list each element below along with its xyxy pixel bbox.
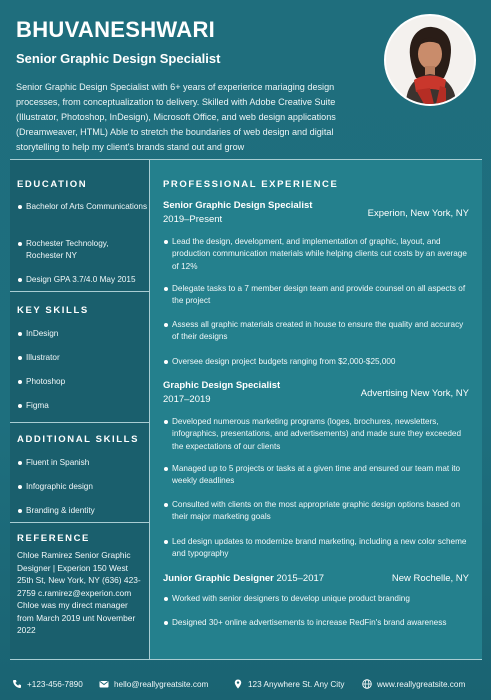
job-bullet: Worked with senior designers to develop unique product branding [172,593,470,605]
job-bullet: Designed 30+ online advertisements to increase RedFin's brand awareness [172,617,470,629]
globe-icon [362,679,372,689]
phone-icon [12,679,22,689]
job-location: Experion, New York, NY [367,208,469,219]
skill-item: Illustrator [26,352,148,364]
resume-header [0,0,491,160]
location-pin-icon [233,679,243,689]
contact-footer [0,660,491,700]
bullet-dot [18,509,22,513]
job-bullet: Delegate tasks to a 7 member design team and provide counsel on all aspects of the project [172,283,470,308]
education-item: Rochester Technology, Rochester NY [26,238,148,262]
job-bullet: Consulted with clients on the most appropriate graphic design options based on their major marketing goals [172,499,470,524]
job-bullet: Oversee design project budgets ranging from $2,000-$25,000 [172,356,470,368]
section-divider [10,422,149,423]
skill-item: Figma [26,400,148,412]
skill-item: Photoshop [26,376,148,388]
bullet-dot [164,503,168,507]
additional-skills-title: ADDITIONAL SKILLS [17,434,140,445]
bullet-dot [18,485,22,489]
job-bullet: Developed numerous marketing programs (loges, brochures, newsletters, infographics, presentations, and advertisements) and made sure they exceeded the expectations of our clients [172,416,470,453]
profile-summary: Senior Graphic Design Specialist with 6+ years of experierice mariaging design processes, from conceptualization to delivery. Skilled with Adobe Creative Suite (Illustrator, Photoshop, InDesign), Microsoft Office, and web design applications (Dreamweaver, HTML) Able to stretch the boundaries of web design and digital storytelling to help my client's brands stand out and grow [16,82,336,152]
bullet-dot [164,540,168,544]
mail-icon [99,679,109,689]
education-title: EDUCATION [17,179,88,190]
bullet-dot [18,356,22,360]
bullet-dot [18,461,22,465]
bullet-dot [18,205,22,209]
bullet-dot [164,287,168,291]
right-column [150,160,482,660]
candidate-role: Senior Graphic Design Specialist [16,51,221,66]
job-bullet: Assess all graphic materials created in house to ensure the quality and accuracy of their designs [172,319,470,344]
bullet-dot [18,332,22,336]
job-dates: 2015–2017 [276,573,325,584]
section-divider [10,522,149,523]
reference-title: REFERENCE [17,533,90,544]
candidate-name: BHUVANESHWARI [16,17,216,42]
job-bullet: Led design updates to modernize brand marketing, including a new color scheme and typography [172,536,470,561]
bullet-dot [164,597,168,601]
additional-skill-item: Infographic design [26,481,148,493]
bullet-dot [164,420,168,424]
bullet-dot [18,380,22,384]
education-item: Design GPA 3.7/4.0 May 2015 [26,274,148,286]
bullet-dot [18,278,22,282]
job-dates: 2019–Present [163,214,223,225]
job-title: Senior Graphic Design Specialist [163,200,313,211]
footer-phone[interactable]: +123-456-7890 [12,679,83,689]
bullet-dot [164,621,168,625]
additional-skill-item: Fluent in Spanish [26,457,148,469]
job-bullet: Lead the design, development, and implementation of graphic, layout, and production communication materials while helping clients cut costs by an average of 12% [172,236,470,273]
bullet-dot [164,467,168,471]
education-item: Bachelor of Arts Communications [26,201,148,213]
job-title: Graphic Design Specialist [163,380,281,391]
profile-photo [384,14,476,106]
portrait-illustration [386,16,474,104]
section-divider [10,291,149,292]
footer-address: 123 Anywhere St. Any City [233,679,344,689]
reference-text: Chloe Ramirez Senior Graphic Designer | Experion 150 West 25th St, New York, NY (636) 423-2759 c.ramirez@experion.com Chloe was my direct manager from March 2019 unt November 2022 [17,550,141,635]
bullet-dot [164,360,168,364]
bullet-dot [18,242,22,246]
experience-title: PROFESSIONAL EXPERIENCE [163,179,339,190]
footer-website[interactable]: www.reallygreatsite.com [362,679,465,689]
job-bullet: Managed up to 5 projects or tasks at a given time and ensured our team mat ito weekly deadlines [172,463,470,488]
bullet-dot [164,323,168,327]
job-title: Junior Graphic Designer 2015–2017 [163,573,325,584]
key-skills-title: KEY SKILLS [17,305,89,316]
bullet-dot [164,240,168,244]
skill-item: InDesign [26,328,148,340]
footer-email[interactable]: hello@reallygreatsite.com [99,679,208,689]
bullet-dot [18,404,22,408]
job-dates: 2017–2019 [163,394,211,405]
additional-skill-item: Branding & identity [26,505,148,517]
job-location: Advertising New York, NY [360,388,469,399]
job-location: New Rochelle, NY [391,573,469,584]
